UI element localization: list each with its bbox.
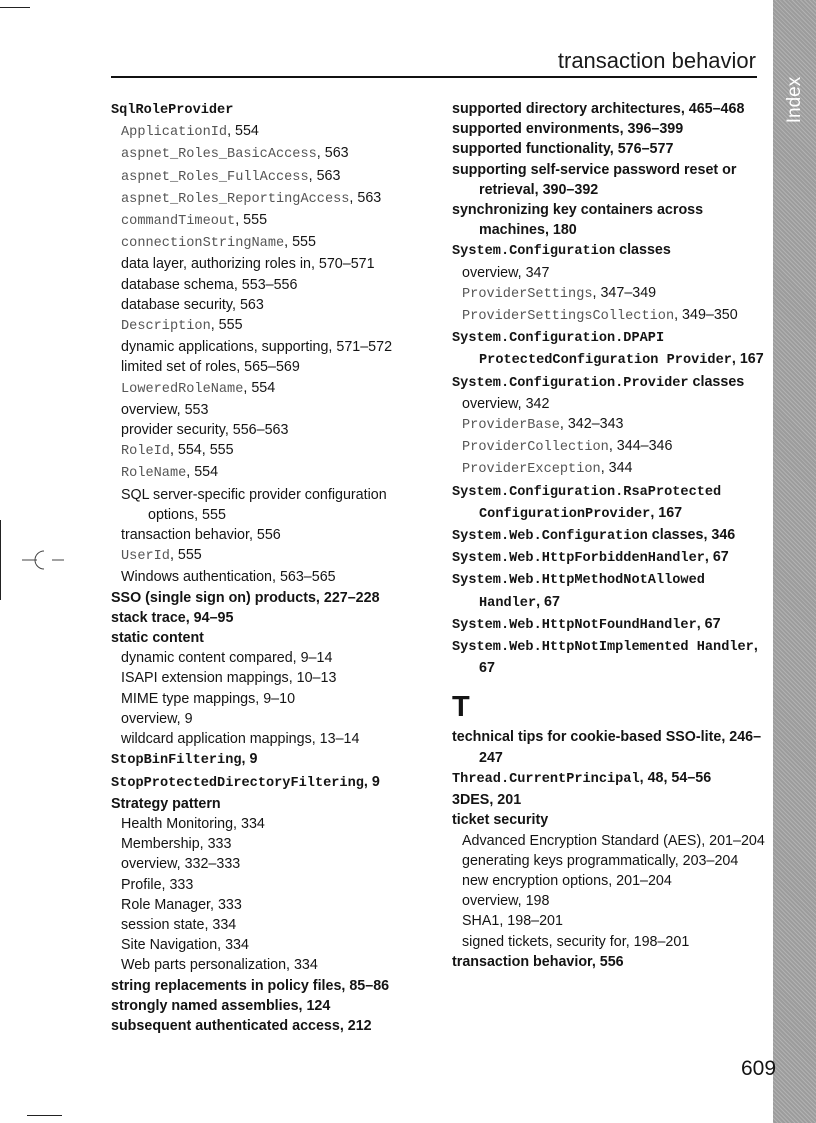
index-pages: classes	[615, 242, 671, 259]
index-term: System.Configuration.DPAPI ProtectedConfiguration Provider	[452, 331, 732, 369]
index-subentry	[111, 378, 431, 400]
index-pages: , 67	[479, 638, 758, 677]
index-term: ProviderSettingsCollection	[462, 309, 675, 325]
index-term: SSO (single sign on) products, 227–228	[111, 589, 380, 606]
index-subentry	[452, 891, 772, 911]
index-entry	[452, 119, 772, 139]
index-subentry	[111, 895, 431, 915]
index-term: RoleName	[121, 466, 187, 482]
index-term: LoweredRoleName	[121, 381, 244, 397]
index-term: supported environments, 396–399	[452, 121, 684, 138]
index-pages: , 554	[227, 123, 259, 140]
index-term: SHA1, 198–201	[462, 913, 563, 930]
index-entry	[452, 768, 772, 790]
index-subentry	[452, 932, 772, 952]
index-pages: , 563	[308, 167, 341, 184]
index-entry	[452, 372, 772, 394]
index-subentry	[452, 851, 772, 871]
index-entry	[111, 588, 431, 608]
index-pages: , 9	[363, 773, 380, 790]
index-term: StopProtectedDirectoryFiltering	[111, 775, 364, 791]
index-term: aspnet_Roles_ReportingAccess	[121, 191, 350, 207]
index-subentry	[111, 440, 431, 462]
index-subentry	[452, 436, 772, 458]
index-subentry	[111, 668, 431, 688]
index-term: technical tips for cookie-based SSO-lite, 246–247	[452, 729, 762, 766]
index-subentry	[111, 254, 431, 274]
index-term: synchronizing key containers across machines, 180	[452, 202, 704, 239]
index-term: transaction behavior, 556	[121, 527, 281, 544]
index-term: Advanced Encryption Standard (AES), 201–204	[462, 832, 765, 849]
index-subentry	[111, 709, 431, 729]
index-pages: , 555	[235, 212, 268, 229]
index-pages: , 344	[600, 460, 633, 477]
index-pages: , 349–350	[674, 307, 738, 324]
index-pages: , 555	[210, 317, 243, 334]
index-subentry	[111, 337, 431, 357]
index-pages: , 9	[241, 751, 258, 768]
index-entry	[452, 547, 772, 569]
index-term: ticket security	[452, 812, 549, 829]
index-entry	[111, 996, 431, 1016]
crop-mark-bottom-left	[27, 1115, 62, 1116]
index-subentry	[111, 689, 431, 709]
index-pages: , 347–349	[592, 284, 657, 301]
index-entry	[452, 160, 772, 200]
index-pages: , 563	[316, 145, 349, 162]
index-term: provider security, 556–563	[121, 422, 289, 439]
index-term: Web parts personalization, 334	[121, 957, 318, 974]
index-term: signed tickets, security for, 198–201	[462, 933, 690, 950]
index-term: System.Web.Configuration	[452, 529, 648, 545]
index-term: dynamic applications, supporting, 571–572	[121, 339, 393, 356]
index-pages: , 167	[731, 351, 764, 368]
index-subentry	[111, 462, 431, 484]
index-term: ProviderSettings	[462, 286, 593, 302]
index-subentry	[111, 935, 431, 955]
index-subentry	[452, 263, 772, 283]
index-term: database security, 563	[121, 296, 264, 313]
index-term: data layer, authorizing roles in, 570–571	[121, 256, 375, 273]
index-subentry	[452, 283, 772, 305]
index-subentry	[111, 420, 431, 440]
index-term: ProviderException	[462, 462, 601, 478]
index-term: overview, 198	[462, 893, 550, 910]
index-term: new encryption options, 201–204	[462, 872, 672, 889]
index-entry	[452, 481, 772, 525]
index-entry	[452, 727, 772, 767]
index-term: generating keys programmatically, 203–204	[462, 852, 739, 869]
index-term: ProviderBase	[462, 418, 560, 434]
index-entry	[452, 240, 772, 262]
index-term: Thread.CurrentPrincipal	[452, 771, 640, 787]
index-subentry	[111, 525, 431, 545]
index-term: supporting self-service password reset or retrieval, 390–392	[452, 161, 737, 198]
index-term: ApplicationId	[121, 125, 228, 141]
index-entry	[452, 952, 772, 972]
index-term: wildcard application mappings, 13–14	[121, 731, 360, 748]
index-term: database schema, 553–556	[121, 276, 298, 293]
index-subentry	[111, 545, 431, 567]
index-term: dynamic content compared, 9–14	[121, 650, 333, 667]
running-head: transaction behavior	[557, 48, 756, 73]
index-subentry	[111, 275, 431, 295]
index-term: string replacements in policy files, 85–86	[111, 977, 390, 994]
index-term: overview, 342	[462, 395, 550, 412]
index-term: Strategy pattern	[111, 795, 221, 812]
index-subentry	[111, 210, 431, 232]
index-entry	[111, 628, 431, 648]
index-pages: classes	[688, 373, 745, 390]
index-term: limited set of roles, 565–569	[121, 359, 300, 376]
index-pages: , 344–346	[608, 438, 673, 455]
index-pages: , 48, 54–56	[639, 769, 712, 786]
index-term: stack trace, 94–95	[111, 609, 234, 626]
index-subentry	[111, 834, 431, 854]
index-entry	[111, 749, 431, 771]
index-term: Site Navigation, 334	[121, 937, 249, 954]
index-term: System.Web.HttpNotImplemented Handler	[452, 640, 754, 656]
index-term: Health Monitoring, 334	[121, 815, 265, 832]
index-term: Description	[121, 319, 211, 335]
index-term: UserId	[121, 549, 170, 565]
index-entry	[452, 790, 772, 810]
index-pages: , 555	[169, 547, 202, 564]
index-entry	[111, 794, 431, 814]
index-entry	[111, 1016, 431, 1036]
index-entry	[452, 636, 772, 678]
index-pages: , 554, 555	[169, 442, 234, 459]
index-term: StopBinFiltering	[111, 753, 242, 769]
index-term: SQL server-specific provider configuration options, 555	[121, 486, 387, 523]
index-subentry	[111, 955, 431, 975]
index-subentry	[111, 485, 431, 525]
index-subentry	[111, 648, 431, 668]
index-subentry	[111, 143, 431, 165]
index-term: connectionStringName	[121, 236, 285, 252]
index-term: subsequent authenticated access, 212	[111, 1017, 372, 1034]
index-term: System.Configuration.Provider	[452, 375, 689, 391]
index-term: Windows authentication, 563–565	[121, 569, 336, 586]
index-term: static content	[111, 630, 204, 647]
index-side-tab	[773, 0, 816, 1123]
index-pages: , 563	[349, 189, 382, 206]
index-subentry	[111, 567, 431, 587]
index-term: RoleId	[121, 444, 170, 460]
index-term: System.Web.HttpMethodNotAllowed Handler	[452, 573, 705, 611]
index-term: System.Configuration	[452, 244, 616, 260]
index-term: MIME type mappings, 9–10	[121, 690, 296, 707]
index-subentry	[111, 357, 431, 377]
index-pages: , 554	[243, 379, 276, 396]
index-term: overview, 553	[121, 401, 209, 418]
index-subentry	[452, 394, 772, 414]
index-entry	[452, 99, 772, 119]
index-pages: , 342–343	[559, 416, 624, 433]
index-pages: , 167	[650, 504, 683, 521]
index-side-tab-label: Index	[784, 76, 805, 124]
index-subentry	[452, 458, 772, 480]
index-subentry	[111, 854, 431, 874]
index-subentry	[111, 295, 431, 315]
index-term: System.Web.HttpForbiddenHandler	[452, 551, 705, 567]
index-pages: classes, 346	[647, 527, 736, 544]
index-subentry	[111, 188, 431, 210]
page-number: 609	[741, 1057, 777, 1080]
registration-mark-icon	[22, 548, 66, 572]
index-term: Membership, 333	[121, 836, 232, 853]
index-entry	[452, 569, 772, 613]
index-pages: , 67	[536, 593, 560, 610]
index-column-left	[111, 99, 431, 1036]
index-term: System.Configuration.RsaProtected ConfigurationProvider	[452, 484, 722, 522]
index-pages: , 554	[186, 464, 219, 481]
index-term: overview, 332–333	[121, 856, 241, 873]
index-entry	[111, 976, 431, 996]
index-term: ProviderCollection	[462, 440, 609, 456]
index-entry	[111, 608, 431, 628]
crop-mark-top-left	[0, 7, 30, 8]
index-term: overview, 9	[121, 710, 193, 727]
index-term: SqlRoleProvider	[111, 103, 234, 118]
index-term: supported directory architectures, 465–468	[452, 101, 745, 117]
index-term: ISAPI extension mappings, 10–13	[121, 670, 337, 687]
index-entry	[452, 810, 772, 830]
crop-mark-left-edge	[0, 520, 1, 600]
index-entry	[452, 614, 772, 636]
index-subentry	[111, 814, 431, 834]
index-pages: , 555	[284, 234, 316, 251]
index-subentry	[111, 166, 431, 188]
index-section-letter: T	[452, 691, 470, 724]
index-subentry	[111, 315, 431, 337]
index-term: aspnet_Roles_FullAccess	[121, 169, 309, 185]
index-entry	[111, 99, 431, 121]
index-subentry	[452, 305, 772, 327]
index-subentry	[111, 875, 431, 895]
index-subentry	[111, 729, 431, 749]
index-pages: , 67	[704, 549, 729, 566]
index-term: aspnet_Roles_BasicAccess	[121, 147, 317, 163]
index-subentry	[111, 400, 431, 420]
index-entry	[452, 525, 772, 547]
index-term: System.Web.HttpNotFoundHandler	[452, 617, 697, 633]
index-term: transaction behavior, 556	[452, 953, 624, 970]
index-entry	[111, 772, 431, 794]
index-subentry	[452, 911, 772, 931]
index-pages: , 67	[696, 615, 721, 632]
index-term: supported functionality, 576–577	[452, 141, 674, 158]
index-entry	[452, 139, 772, 159]
index-term: overview, 347	[462, 264, 550, 281]
index-entry	[452, 200, 772, 240]
index-subentry	[111, 232, 431, 254]
index-term: Profile, 333	[121, 876, 194, 893]
index-term: 3DES, 201	[452, 792, 522, 809]
index-term: strongly named assemblies, 124	[111, 997, 331, 1014]
index-subentry	[452, 831, 772, 851]
index-term: Role Manager, 333	[121, 896, 242, 913]
index-term: session state, 334	[121, 916, 237, 933]
header-rule	[111, 76, 757, 78]
index-subentry	[452, 414, 772, 436]
index-subentry	[452, 871, 772, 891]
index-term: commandTimeout	[121, 214, 236, 230]
index-entry	[452, 327, 772, 371]
index-column-right	[452, 99, 772, 972]
index-subentry	[111, 915, 431, 935]
index-subentry	[111, 121, 431, 143]
